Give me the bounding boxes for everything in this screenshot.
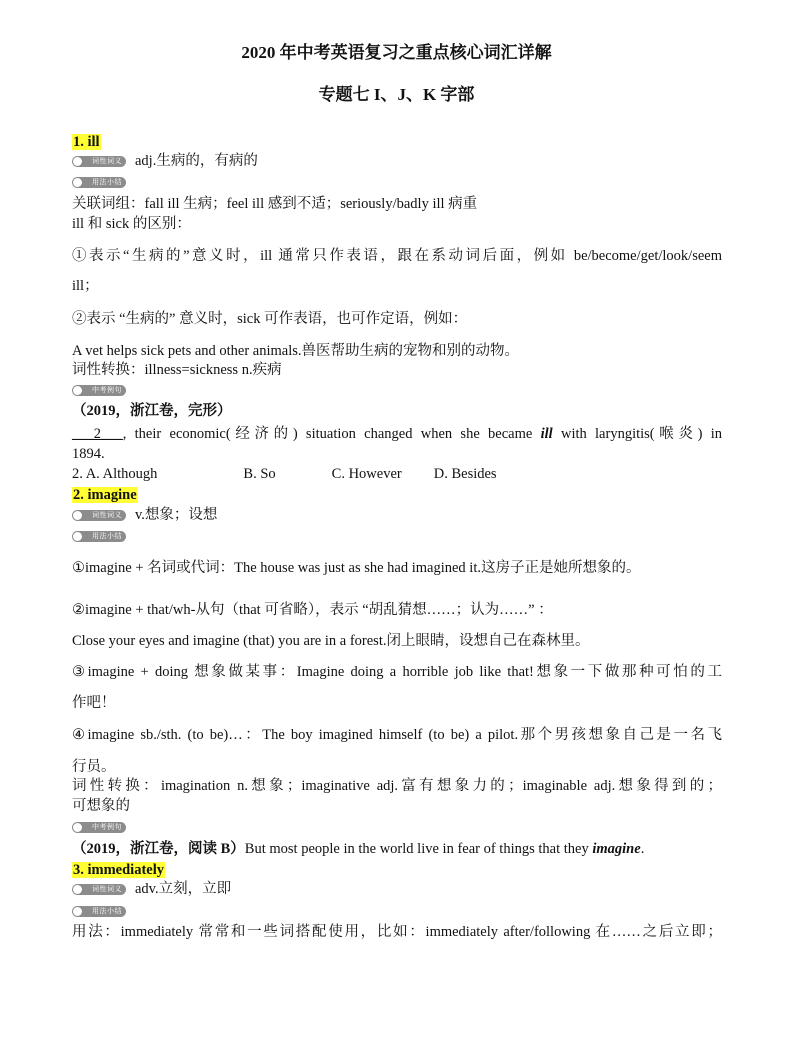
immediately-meaning: adv.立刻，立即 [135,881,232,897]
option-c: C. However [331,466,402,482]
imagine-usage-2-example: Close your eyes and imagine (that) you are in a forest.闭上眼睛，设想自己在森林里。 [72,633,590,649]
option-b: B. So [243,466,276,482]
usage-summary-tag: 用法小结 [72,906,126,917]
ill-phrases: 关联词组：fall ill 生病；feel ill 感到不适；seriously/badly ill 病重 [72,196,478,212]
exam-example-tag: 中考例句 [72,822,126,833]
ill-exam-options [72,464,497,484]
ill-sick-difference: ill 和 sick 的区别： [72,216,191,232]
document-subtitle: 专题七 I、J、K 字部 [318,85,475,104]
imagine-exam-sentence: （2019，浙江卷，阅读 B）But most people in the world live in fear of things that they imagine. [72,841,645,857]
imagine-usage-4-cont: 行员。 [72,759,116,775]
imagine-usage-3-cont: 作吧！ [72,695,116,711]
imagine-conversion: 词性转换：imagination n.想象；imaginative adj.富有想象力的；imaginable adj.想象得到的； [72,778,722,794]
imagine-conversion-cont: 可想象的 [72,798,130,814]
ill-usage-2: ②表示 “生病的” 意义时，sick 可作表语，也可作定语，例如： [72,311,468,327]
ill-usage-1: ①表示“生病的”意义时，ill 通常只作表语，跟在系动词后面，例如 be/become/get/look/seem [72,248,722,264]
document-title: 2020 年中考英语复习之重点核心词汇详解 [241,43,552,62]
imagine-usage-4: ④imagine sb./sth. (to be)…：The boy imagined himself (to be) a pilot.那个男孩想象自己是一名飞 [72,727,722,743]
imagine-usage-1: ①imagine + 名词或代词：The house was just as she had imagined it.这房子正是她所想象的。 [72,560,641,576]
pos-meaning-tag: 词性词义 [72,884,126,895]
imagine-usage-2: ②imagine + that/wh-从句（that 可省略），表示 “胡乱猜想……；认为……” ： [72,602,553,618]
entry-heading-imagine: 2. imagine [73,487,137,503]
ill-meaning: adj.生病的，有病的 [135,153,258,169]
ill-example: A vet helps sick pets and other animals.兽医帮助生病的宠物和别的动物。 [72,343,520,359]
pos-meaning-tag: 词性词义 [72,510,126,521]
ill-conversion: 词性转换：illness=sickness n.疾病 [72,362,282,378]
usage-summary-tag: 用法小结 [72,177,126,188]
pos-meaning-tag: 词性词义 [72,156,126,167]
ill-exam-source: （2019，浙江卷，完形） [72,403,232,419]
option-d: D. Besides [433,466,497,482]
exam-example-tag: 中考例句 [72,385,126,396]
ill-exam-year: 1894. [72,446,105,462]
usage-summary-tag: 用法小结 [72,531,126,542]
entry-heading-ill: 1. ill [73,134,100,150]
imagine-meaning: v.想象；设想 [135,507,218,523]
option-a: 2. A. Although [72,466,158,482]
immediately-usage: 用法：immediately 常常和一些词搭配使用，比如：immediately after/following 在……之后立即； [72,924,722,940]
entry-heading-immediately: 3. immediately [73,862,165,878]
ill-usage-1-cont: ill； [72,278,99,294]
ill-exam-sentence: ___2___, their economic(经济的) situation changed when she became ill with laryngitis(喉炎) in [72,426,722,442]
imagine-usage-3: ③imagine + doing 想象做某事：Imagine doing a horrible job like that!想象一下做那种可怕的工 [72,664,722,680]
